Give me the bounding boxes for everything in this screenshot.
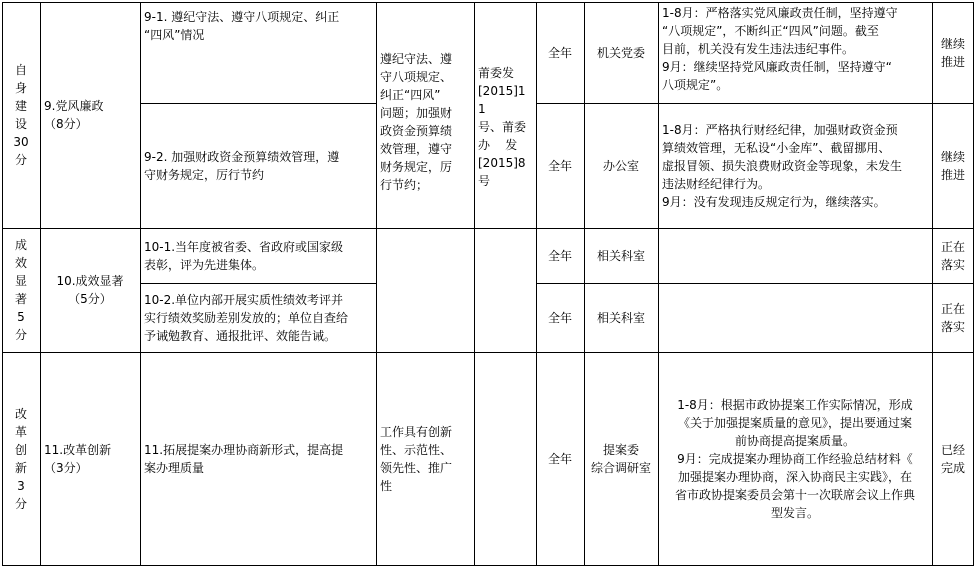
grid-line [973,2,974,566]
progress-cell [658,352,932,566]
progress-text: 1-8月：根据市政协提案工作实际情况，形成 《关于加强提案质量的意见》，提出要通过案 前协商提高提案质量。 9月：完成提案办理协商工作经验总结材料《 加强提案办理协商，深入协商民主实践》，在 省市政协提案委员会第十一次联席会议上作典 型发言。 [674,398,915,520]
time-cell [536,228,584,283]
grid-line [536,103,974,104]
category-label: 成 效 显 著 5 分 [14,238,27,342]
dept-cell [584,228,658,283]
task-label: 10-2.单位内部开展实质性绩效考评并 实行绩效奖励差别发放的；单位自查给 予诫勉教育、通报批评、效能告诫。 [144,292,349,343]
time-label: 全年 [547,310,572,325]
progress-cell [658,228,932,283]
grid-line [658,2,659,566]
task-label: 9-2. 加强财政资金预算绩效管理，遵 守财务规定，厉行节约 [144,149,340,182]
time-cell [536,2,584,103]
time-label: 全年 [547,158,572,173]
status-cell [932,283,974,352]
grid-line [536,283,974,284]
standard-cell [376,352,474,566]
time-cell [536,352,584,566]
status-label: 已经 完成 [940,443,965,475]
item-label: 11.改革创新 （3分） [44,443,112,475]
task-cell [140,352,376,566]
standard-text: 遵纪守法、遵 守八项规定、 纠正“四风” 问题；加强财 政资金预算绩 效管理，遵守 财务规定，厉 行节约； [380,52,453,192]
category-cell [2,228,40,352]
category-label: 改 革 创 新 3 分 [14,407,27,511]
task-cell [140,228,376,283]
standard-cell [376,228,474,352]
task-label: 9-1. 遵纪守法、遵守八项规定、纠正 “四风”情况 [144,10,340,42]
dept-cell [584,2,658,103]
grid-line [474,2,475,566]
dept-cell [584,283,658,352]
basis-cell [474,352,536,566]
dept-label: 相关科室 [596,248,645,263]
progress-cell [658,2,932,103]
progress-cell [658,103,932,228]
task-label: 11.拓展提案办理协商新形式，提高提 案办理质量 [144,443,344,475]
time-label: 全年 [547,452,572,466]
dept-cell [584,103,658,228]
time-cell [536,103,584,228]
dept-label: 机关党委 [596,45,645,60]
grid-line [2,2,3,566]
dept-cell [584,352,658,566]
dept-label: 办公室 [602,158,639,173]
status-cell [932,2,974,103]
status-cell [932,228,974,283]
grid-line [140,2,141,566]
grid-line [376,2,377,566]
category-cell [2,352,40,566]
status-label: 继续 推进 [940,36,965,69]
grid-line [584,2,585,566]
dept-label: 相关科室 [596,310,645,325]
category-cell [2,2,40,228]
category-label: 自 身 建 设 30 分 [13,63,29,167]
task-label: 10-1.当年度被省委、省政府或国家级 表彰，评为先进集体。 [144,239,344,272]
task-cell [140,103,376,228]
item-label: 10.成效显著 （5分） [56,274,124,306]
task-cell [140,2,376,103]
grid-line [140,283,376,284]
grid-line [40,2,41,566]
status-label: 正在 落实 [940,301,965,334]
time-label: 全年 [547,248,572,263]
status-label: 正在 落实 [940,239,965,272]
basis-cell [474,2,536,228]
grid-line [2,565,974,566]
time-label: 全年 [547,45,572,60]
grid-line [2,228,974,229]
status-cell [932,352,974,566]
grid-line [932,2,933,566]
item-cell [40,2,140,228]
grid-line [536,2,537,566]
standard-cell [376,2,474,228]
progress-cell [658,283,932,352]
progress-text: 1-8月：严格执行财经纪律，加强财政资金预 算绩效管理，无私设“小金库”、截留挪用、 虚报冒领、损失浪费财政资金等现象，未发生 违法财经纪律行为。 9月：没有发现违反规定行为，继续落实。 [662,122,903,209]
task-cell [140,283,376,352]
grid-line [2,2,974,3]
basis-cell [474,228,536,352]
item-cell [40,352,140,566]
grid-line [2,352,974,353]
grid-line [140,103,376,104]
status-label: 继续 推进 [940,149,965,182]
standard-text: 工作具有创新 性、示范性、 领先性、推广 性 [380,425,453,493]
status-cell [932,103,974,228]
basis-text: 莆委发 [2015]11 号、莆委 办 发 [2015]8 号 [478,66,527,188]
item-label: 9.党风廉政 （8分） [44,99,104,131]
item-cell [40,228,140,352]
dept-label: 提案委 综合调研室 [590,443,651,475]
time-cell [536,283,584,352]
progress-text: 1-8月：严格落实党风廉政责任制，坚持遵守 “八项规定”，不断纠正“四风”问题。截至 目前，机关没有发生违法违纪事件。 9月：继续坚持党风廉政责任制，坚持遵守“ 八项规定”。 [662,6,898,92]
